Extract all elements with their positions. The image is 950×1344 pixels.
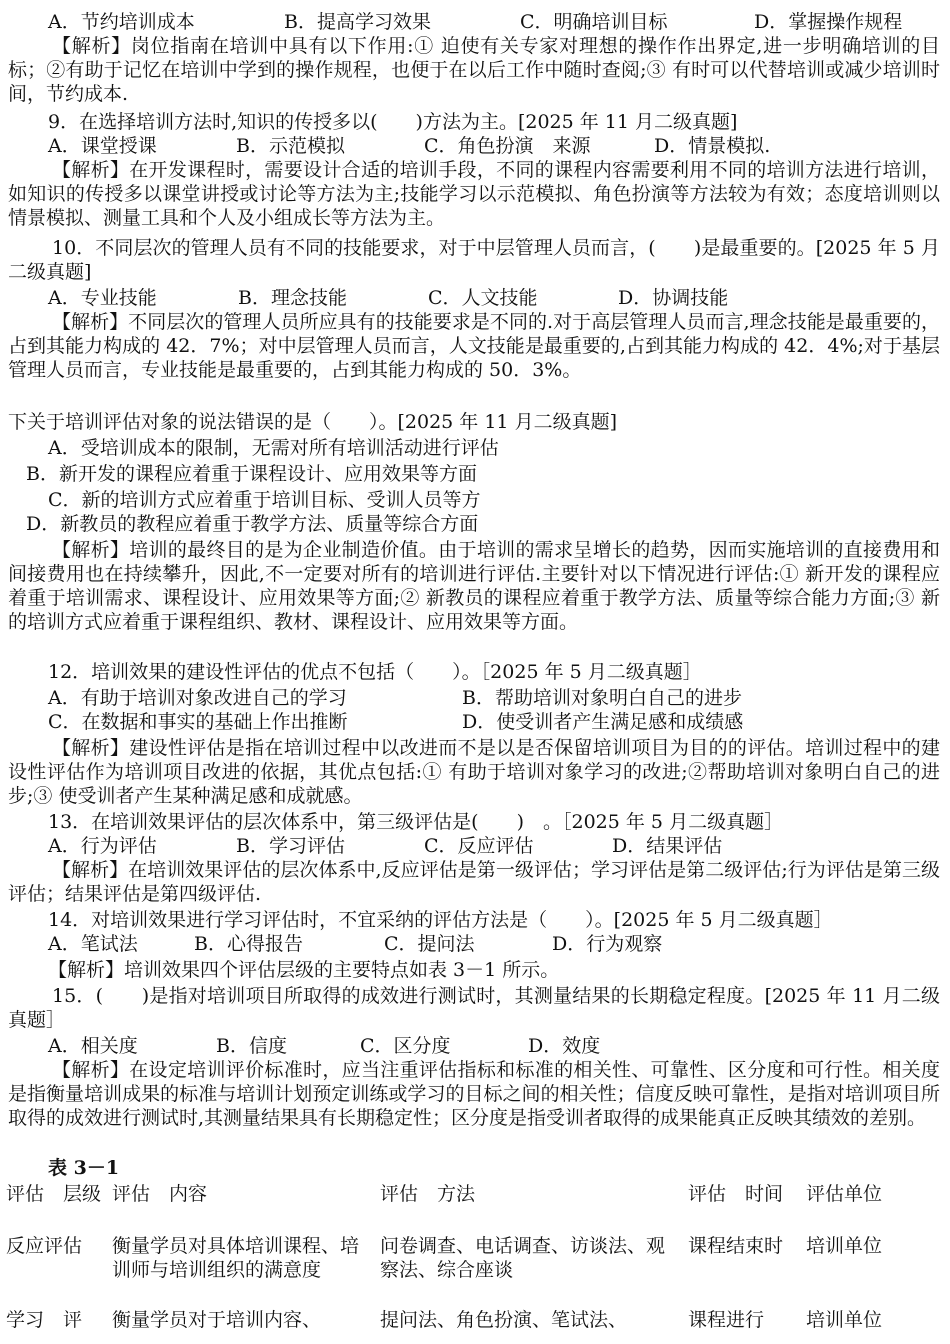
option-a: A．节约培训成本 <box>48 11 195 33</box>
q13-options <box>48 834 948 858</box>
q10-stem: 10．不同层次的管理人员有不同的技能要求，对于中层管理人员而言，( )是最重要的。[2025 年 5 月二级真题] <box>8 237 940 283</box>
q12-options-row1 <box>48 686 948 710</box>
option-c: C．反应评估 <box>424 835 534 857</box>
q13-analysis: 【解析】在培训效果评估的层次体系中,反应评估是第一级评估；学习评估是第二级评估;行为评估是第三级评估；结果评估是第四级评估. <box>8 859 940 905</box>
table-header-method: 评估 方法 <box>380 1183 476 1205</box>
q8-options <box>48 10 948 34</box>
option-d: D．使受训者产生满足感和成绩感 <box>462 711 744 733</box>
evaluation-table <box>0 1182 950 1342</box>
option-a: A．行为评估 <box>48 835 157 857</box>
option-b: B．示范模拟 <box>236 135 345 157</box>
q11-option-b: B．新开发的课程应着重于课程设计、应用效果等方面 <box>26 463 477 485</box>
option-a: A．笔试法 <box>48 933 138 955</box>
table-row2-time: 课程进行 <box>688 1309 765 1331</box>
option-c: C．区分度 <box>360 1035 451 1057</box>
option-a: A．课堂授课 <box>48 135 157 157</box>
table-header-time: 评估 时间 <box>688 1183 784 1205</box>
table-header-unit: 评估单位 <box>806 1183 883 1205</box>
table-row2-content: 衡量学员对于培训内容、 <box>112 1309 322 1331</box>
option-b: B．心得报告 <box>194 933 303 955</box>
option-c: C．人文技能 <box>428 287 538 309</box>
q12-options-row2 <box>48 710 948 734</box>
table-header-level: 评估 层级 <box>6 1183 102 1205</box>
q12-analysis: 【解析】建设性评估是指在培训过程中以改进而不是以是否保留培训项目为目的的评估。培训过程中的建设性评估作为培训项目改进的依据，其优点包括:① 有助于培训对象学习的改进;②帮助培训对象明白自己的进步;③ 使受训者产生某种满足感和成就感。 <box>8 737 940 807</box>
option-d: D．行为观察 <box>552 933 663 955</box>
q14-analysis: 【解析】培训效果四个评估层级的主要特点如表 3－1 所示。 <box>48 959 560 981</box>
option-b: B．信度 <box>216 1035 287 1057</box>
q9-analysis: 【解析】在开发课程时，需要设计合适的培训手段，不同的课程内容需要利用不同的培训方法进行培训，如知识的传授多以课堂讲授或讨论等方法为主;技能学习以示范模拟、角色扮演等方法较为有效；态度培训则以情景模拟、测量工具和个人及小组成长等方法为主。 <box>8 159 940 229</box>
option-d: D．结果评估 <box>612 835 723 857</box>
option-d: D．情景模拟. <box>654 135 771 157</box>
q8-analysis: 【解析】岗位指南在培训中具有以下作用:① 迫使有关专家对理想的操作作出界定,进一步明确培训的目标；②有助于记忆在培训中学到的操作规程，也便于在以后工作中随时查阅;③ 有时可以代替培训或减少培训时间，节约成本. <box>8 35 940 105</box>
option-d: D．效度 <box>528 1035 601 1057</box>
q10-analysis: 【解析】不同层次的管理人员所应具有的技能要求是不同的.对于高层管理人员而言,理念技能是最重要的，占到其能力构成的 42．7%；对中层管理人员而言，人文技能是最重要的,占到其能力构成的 42．4%;对于基层管理人员而言，专业技能是最重要的，占到其能力构成的 50．3%。 <box>8 311 940 381</box>
table-row2-method: 提问法、角色扮演、笔试法、 <box>380 1309 628 1331</box>
table-row1-unit: 培训单位 <box>806 1235 883 1257</box>
q12-stem: 12．培训效果的建设性评估的优点不包括（ ）。［2025 年 5 月二级真题］ <box>48 661 702 683</box>
q14-options <box>48 932 948 956</box>
option-b: B．帮助培训对象明白自己的进步 <box>462 687 742 709</box>
q13-stem: 13．在培训效果评估的层次体系中，第三级评估是( ) 。［2025 年 5 月二级真题］ <box>48 811 784 833</box>
option-a: A．有助于培训对象改进自己的学习 <box>48 687 347 709</box>
q11-stem: 下关于培训评估对象的说法错误的是（ ）。[2025 年 11 月二级真题] <box>8 411 617 433</box>
option-c: C．在数据和事实的基础上作出推断 <box>48 711 348 733</box>
q15-stem: 15．( )是指对培训项目所取得的成效进行测试时，其测量结果的长期稳定程度。[2025 年 11 月二级真题］ <box>8 985 940 1031</box>
q10-options <box>48 286 948 310</box>
q11-analysis: 【解析】培训的最终目的是为企业制造价值。由于培训的需求呈增长的趋势，因而实施培训的直接费用和间接费用也在持续攀升，因此,不一定要对所有的培训进行评估.主要针对以下情况进行评估:① 新开发的课程应着重于培训需求、课程设计、应用效果等方面;② 新教员的课程应着重于教学方法、质量等综合能力方面;③ 新的培训方式应着重于课程组织、教材、课程设计、应用效果等方面。 <box>8 539 940 633</box>
option-c: C．提问法 <box>384 933 475 955</box>
option-d: D．掌握操作规程 <box>754 11 903 33</box>
option-b: B．理念技能 <box>238 287 347 309</box>
option-c: C．明确培训目标 <box>520 11 668 33</box>
table-row1-level: 反应评估 <box>6 1235 83 1257</box>
option-c: C．角色扮演 来源 <box>424 135 591 157</box>
q14-stem: 14．对培训效果进行学习评估时，不宜采纳的评估方法是（ ）。[2025 年 5 月二级真题］ <box>48 909 833 931</box>
option-a: A．相关度 <box>48 1035 138 1057</box>
q15-analysis: 【解析】在设定培训评价标准时，应当注重评估指标和标准的相关性、可靠性、区分度和可行性。相关度是指衡量培训成果的标准与培训计划预定训练或学习的目标之间的相关性；信度反映可靠性，是指对培训项目所取得的成效进行测试时,其测量结果具有长期稳定性；区分度是指受训者取得的成果能真正反映其绩效的差别。 <box>8 1059 940 1129</box>
option-a: A．专业技能 <box>48 287 157 309</box>
q11-option-d: D．新教员的教程应着重于教学方法、质量等综合方面 <box>26 513 479 535</box>
table-row1-time: 课程结束时 <box>688 1235 784 1257</box>
table-title: 表 3－1 <box>48 1157 120 1179</box>
option-d: D．协调技能 <box>618 287 729 309</box>
q11-option-c: C．新的培训方式应着重于培训目标、受训人员等方 <box>48 489 481 511</box>
table-row1-method: 问卷调查、电话调查、访谈法、观察法、综合座谈 <box>380 1235 666 1281</box>
q11-option-a: A．受培训成本的限制，无需对所有培训活动进行评估 <box>48 437 499 459</box>
option-b: B．提高学习效果 <box>284 11 431 33</box>
table-header-content: 评估 内容 <box>112 1183 208 1205</box>
q9-options <box>48 134 948 158</box>
table-row2-level: 学习 评 <box>6 1309 83 1331</box>
q15-options <box>48 1034 948 1058</box>
option-b: B．学习评估 <box>236 835 345 857</box>
q9-stem: 9．在选择培训方法时,知识的传授多以( )方法为主。[2025 年 11 月二级真题] <box>48 111 738 133</box>
table-row1-content: 衡量学员对具体培训课程、培训师与培训组织的满意度 <box>112 1235 360 1281</box>
table-row2-unit: 培训单位 <box>806 1309 883 1331</box>
